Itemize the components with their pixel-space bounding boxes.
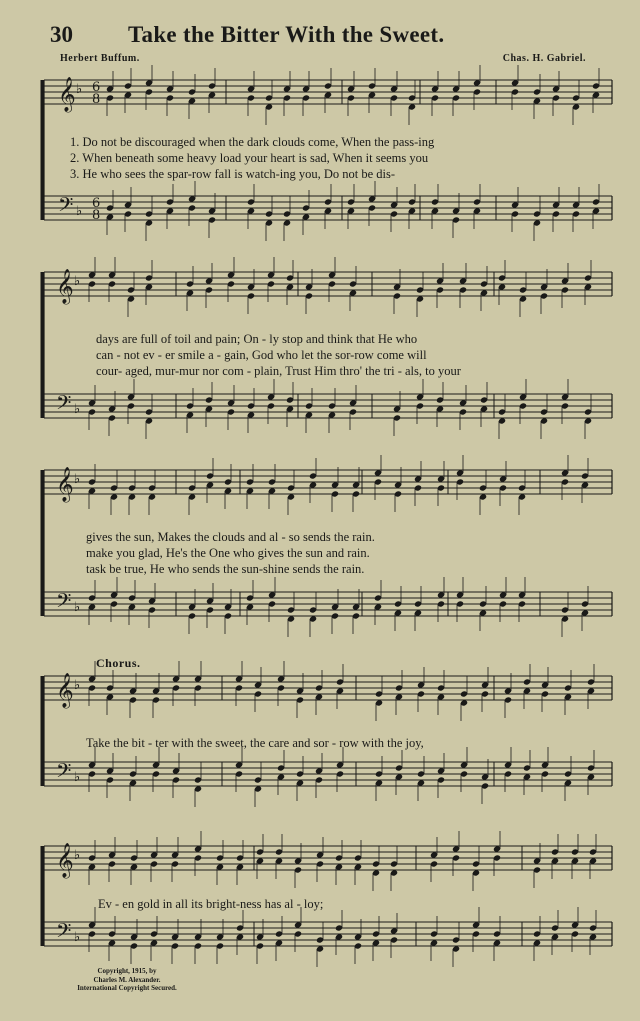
copyright-line: International Copyright Secured. <box>77 984 177 992</box>
flat-sign-icon: ♭ <box>74 848 81 863</box>
flat-sign-icon: ♭ <box>74 600 81 615</box>
hymn-author: Herbert Buffum. <box>60 53 140 64</box>
copyright-line: Copyright, 1915, by <box>97 967 157 975</box>
flat-sign-icon: ♭ <box>74 770 81 785</box>
treble-clef-icon: 𝄞 <box>56 269 74 304</box>
chorus-label: Chorus. <box>96 656 141 670</box>
time-signature: 6 <box>92 196 101 211</box>
verse1-line1: 1. Do not be discouraged when the dark clouds come, When the pass-ing <box>70 135 435 149</box>
treble-clef-icon: 𝄞 <box>56 843 74 878</box>
chorus-line1: Take the bit - ter with the sweet, the care and sor - row with the joy, <box>86 736 424 750</box>
time-signature: 8 <box>92 92 101 107</box>
chorus-line2: Ev - en gold in all its bright-ness has al - loy; <box>98 897 324 911</box>
time-signature: 8 <box>92 208 101 223</box>
flat-sign-icon: ♭ <box>74 402 81 417</box>
treble-clef-icon: 𝄞 <box>56 467 74 502</box>
hymn-composer: Chas. H. Gabriel. <box>502 53 586 64</box>
bass-clef-icon: 𝄢 <box>56 391 72 419</box>
flat-sign-icon: ♭ <box>74 472 81 487</box>
hymn-number: 30 <box>50 22 73 47</box>
verse2-line3: make you glad, He's the One who gives the sun and rain. <box>86 546 370 560</box>
verse1-line3: gives the sun, Makes the clouds and al - so sends the rain. <box>86 530 375 544</box>
verse2-line2: can - not ev - er smile a - gain, God who let the sor-row come will <box>96 348 427 362</box>
verse3-line2: cour- aged, mur-mur nor com - plain, Trust Him thro' the tri - als, to your <box>96 364 461 378</box>
flat-sign-icon: ♭ <box>74 930 81 945</box>
verse3-line1: 3. He who sees the spar-row fall is watch-ing you, Do not be dis- <box>70 167 396 181</box>
copyright-notice <box>62 967 192 993</box>
bass-clef-icon: 𝄢 <box>58 193 74 221</box>
copyright-line: Charles M. Alexander. <box>93 975 161 984</box>
flat-sign-icon: ♭ <box>74 274 81 289</box>
treble-clef-icon: 𝄞 <box>58 77 76 112</box>
verse3-line3: task be true, He who sends the sun-shine sends the rain. <box>86 562 365 576</box>
bass-clef-icon: 𝄢 <box>56 589 72 617</box>
verse1-line2: days are full of toil and pain; On - ly stop and think that He who <box>96 332 418 346</box>
time-signature: 6 <box>92 80 101 95</box>
treble-clef-icon: 𝄞 <box>56 673 74 708</box>
bass-clef-icon: 𝄢 <box>56 919 72 947</box>
flat-sign-icon: ♭ <box>76 204 83 219</box>
verse2-line1: 2. When beneath some heavy load your heart is sad, When it seems you <box>70 151 429 165</box>
flat-sign-icon: ♭ <box>74 678 81 693</box>
flat-sign-icon: ♭ <box>76 82 83 97</box>
bass-clef-icon: 𝄢 <box>56 759 72 787</box>
hymn-title: Take the Bitter With the Sweet. <box>128 22 445 47</box>
